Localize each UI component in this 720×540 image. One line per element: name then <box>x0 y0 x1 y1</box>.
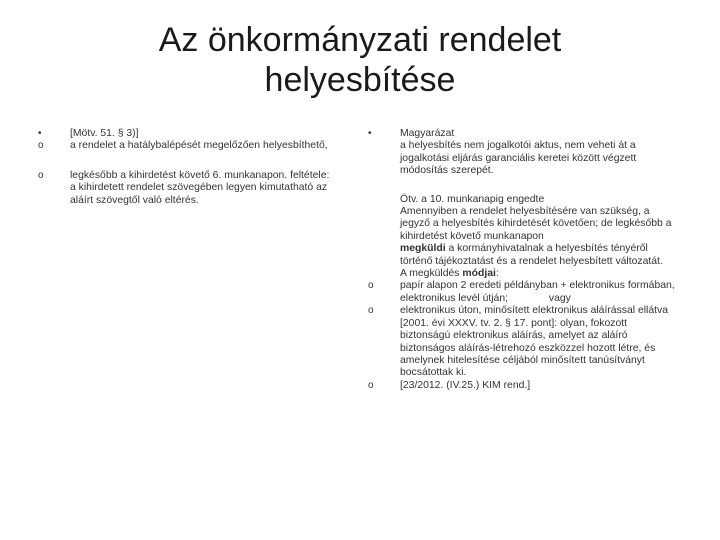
sub-item-text <box>400 280 680 305</box>
title-line-1: Az önkormányzati rendelet <box>158 21 562 59</box>
bullet-marker: o <box>368 280 374 292</box>
sub1-tail: vagy <box>548 292 571 304</box>
paragraph-a: Amennyiben a rendelet helyesbítésére van szükség, a jegyző a helyesbítés kihirdetését követően; de legkésőbb a kihirdetést követő munkanapon <box>400 206 672 242</box>
left-item-text: [Mötv. 51. § 3)] <box>70 128 139 139</box>
paragraph-b-rest: a kormányhivatalnak a helyesbítés tényéről történő tájékoztatást és a rendelet helyesbített változatát. <box>400 243 663 267</box>
sub-item-electronic <box>368 305 680 379</box>
sub-item-text: elektronikus úton, minősített elektronikus aláírással ellátva [2001. évi XXXV. tv. 2. § 17. pont]: olyan, fokozott biztonságú elektronikus aláírás, amelyet az aláíró biztonságos aláírás-létrehozó eszközzel hozott létre, és amelynek hitelesítése céljából minősített tanúsítványt bocsátottak ki. <box>400 305 668 379</box>
mode-bold: módjai <box>462 268 496 280</box>
right-column <box>368 128 680 392</box>
left-item-deadline <box>38 170 338 207</box>
paragraph-b <box>400 243 680 268</box>
right-heading-item <box>368 128 680 178</box>
title-line-2: helyesbítése <box>264 61 456 99</box>
explanation-heading: Magyarázat <box>400 128 455 139</box>
rule-line: Ötv. a 10. munkanapig engedte <box>400 193 545 205</box>
sub-item-decree <box>368 380 680 392</box>
sub-item-paper <box>368 280 680 305</box>
bullet-marker: o <box>368 305 374 317</box>
left-column <box>38 128 338 207</box>
paragraph-b-bold: megküldi <box>400 243 446 255</box>
bullet-marker: o <box>38 169 44 181</box>
left-item-before-effect <box>38 140 338 152</box>
page-title <box>0 20 720 100</box>
bullet-marker: o <box>38 140 44 152</box>
left-item-text: a rendelet a hatálybalépését megelőzően helyesbíthető, <box>70 140 328 152</box>
bullet-marker: • <box>38 128 42 139</box>
sub1-main: papír alapon 2 eredeti példányban + elektronikus formában, elektronikus levél útján; <box>400 280 675 304</box>
mode-line <box>400 268 680 280</box>
explanation-text: a helyesbítés nem jogalkotói aktus, nem veheti át a jogalkotási eljárás garanciális keretei között végzett módosítás szerepét. <box>400 140 637 177</box>
sub-item-text: [23/2012. (IV.25.) KIM rend.] <box>400 379 531 391</box>
bullet-marker: • <box>368 128 372 139</box>
bullet-marker: o <box>368 379 374 391</box>
left-item-reference <box>38 128 338 140</box>
rule-block <box>368 194 680 281</box>
mode-suffix: : <box>495 268 499 280</box>
left-item-text: legkésőbb a kihirdetést követő 6. munkanapon. feltétele: a kihirdetett rendelet szövegében legyen kimutatható az aláírt szövegtől való eltérés. <box>70 169 330 206</box>
mode-prefix: A megküldés <box>400 268 463 280</box>
